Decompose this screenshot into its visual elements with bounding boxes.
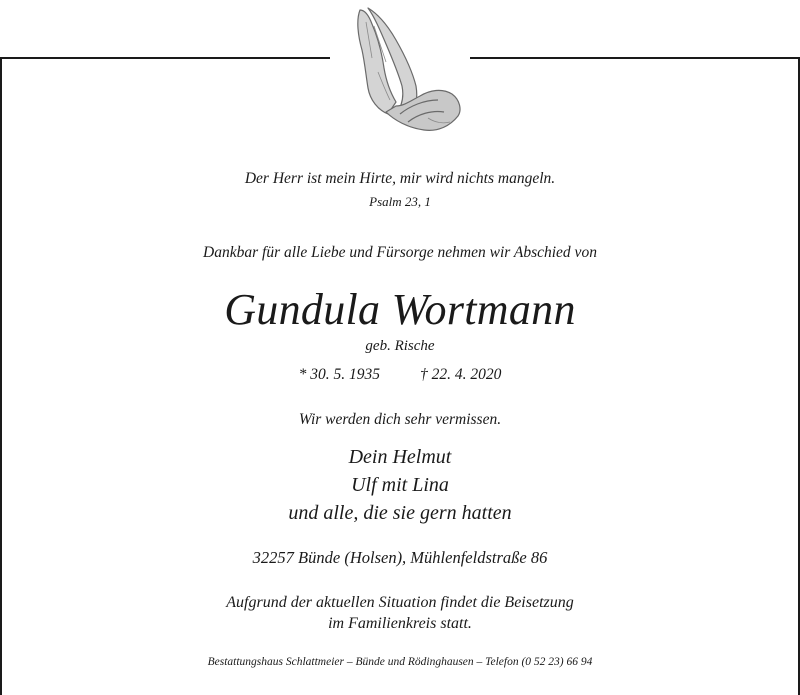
- mourner-line: und alle, die sie gern hatten: [288, 502, 512, 524]
- death-date: † 22. 4. 2020: [420, 366, 502, 383]
- psalm-reference: Psalm 23, 1: [369, 194, 431, 209]
- mourner-line: Dein Helmut: [348, 446, 452, 468]
- psalm-quote: Der Herr ist mein Hirte, mir wird nichts mangeln.: [244, 170, 556, 187]
- deceased-name: Gundula Wortmann: [224, 285, 576, 334]
- mourner-line: Ulf mit Lina: [351, 474, 449, 496]
- frame-top-left-line: [0, 57, 330, 59]
- burial-notice-line: im Familienkreis statt.: [328, 615, 472, 632]
- burial-notice-line: Aufgrund der aktuellen Situation findet die Beisetzung: [226, 594, 574, 611]
- farewell-intro: Dankbar für alle Liebe und Fürsorge nehmen wir Abschied von: [203, 244, 597, 261]
- birth-date: * 30. 5. 1935: [298, 366, 380, 383]
- life-dates: [0, 366, 800, 384]
- farewell-message: Wir werden dich sehr vermissen.: [298, 411, 502, 428]
- family-address: 32257 Bünde (Holsen), Mühlenfeldstraße 86: [252, 548, 548, 567]
- funeral-home-footer: Bestattungshaus Schlattmeier – Bünde und Rödinghausen – Telefon (0 52 23) 66 94: [207, 656, 593, 668]
- frame-top-right-line: [470, 57, 800, 59]
- praying-hands-icon: [338, 2, 466, 138]
- birth-name: geb. Rische: [365, 338, 435, 354]
